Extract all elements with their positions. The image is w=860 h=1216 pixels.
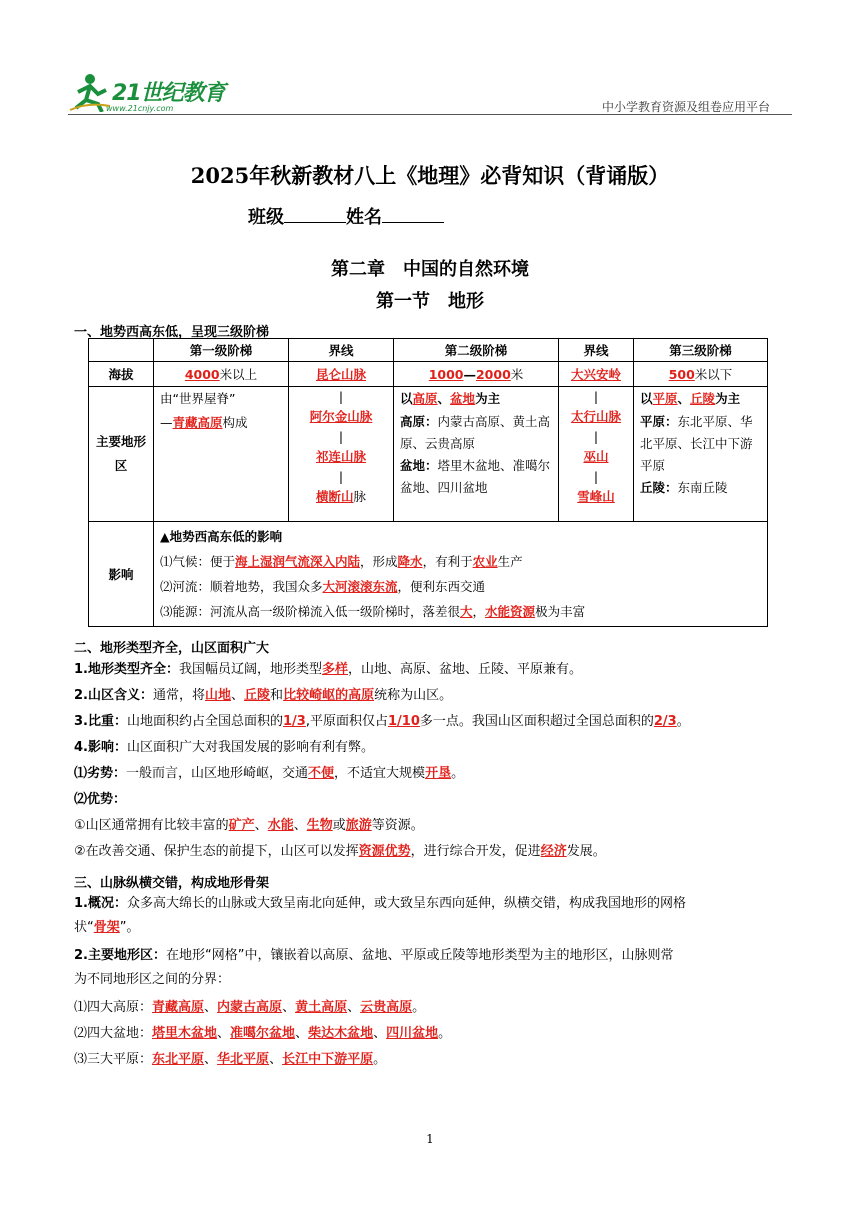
para-text: 众多高大绵长的山脉或大致呈南北向延伸，或大致呈东西向延伸，纵横交错，构成我国地形的网格 <box>126 896 686 911</box>
cell-text: ⑶能源：河流从高一级阶梯流入低一级阶梯时，落差很 <box>160 604 461 619</box>
impact-title: ▲地势西高东低的影响 <box>160 529 283 544</box>
para-text: 多一点。我国山区面积超过全国总面积的 <box>419 714 654 729</box>
chapter-title: 第二章 中国的自然环境 <box>331 259 529 280</box>
key-term: 黄土高原 <box>295 1000 348 1015</box>
terrain-steps-table <box>88 338 768 627</box>
logo-url: www.21cnjy.com <box>106 104 174 113</box>
key-term: 山地 <box>205 688 232 703</box>
para-label: 1.概况： <box>74 896 127 911</box>
para-text: ②在改善交通、保护生态的前提下，山区可以发挥 <box>74 844 359 859</box>
para-text: 。 <box>451 766 465 781</box>
para-label: 2.山区含义： <box>74 688 153 703</box>
para-text: 统称为山区。 <box>374 688 453 703</box>
para-text: ①山区通常拥有比较丰富的 <box>74 818 229 833</box>
paragraph <box>74 1021 794 1047</box>
logo-text: 21世纪教育 <box>112 81 225 106</box>
cell-line <box>160 549 761 574</box>
para-label: ⑵优势： <box>74 792 127 807</box>
cell-value: 海上湿润气流深入内陆 <box>235 554 361 569</box>
cell-value: 雪峰山 <box>577 489 615 504</box>
para-text: 、 <box>204 1052 218 1067</box>
key-term: 矿产 <box>228 818 255 833</box>
cell-value: 农业 <box>472 554 498 569</box>
cell-value: 祁连山脉 <box>315 449 366 464</box>
cell-text: 米 <box>510 367 524 382</box>
para-text: 在地形“网格”中，镶嵌着以高原、盆地、平原或丘陵等地形类型为主的地形区，山脉则常 <box>165 948 674 963</box>
divider-bar: | <box>593 389 599 404</box>
col-header: 第三级阶梯 <box>634 339 768 362</box>
cell-text: 以 <box>640 391 653 406</box>
cell-text: ⑵河流：顺着地势，我国众多 <box>160 579 323 594</box>
divider-bar: | <box>593 429 599 444</box>
table-cell <box>154 522 768 627</box>
col-header: 第一级阶梯 <box>154 339 289 362</box>
para-text: 和 <box>270 688 284 703</box>
table-cell <box>289 387 394 522</box>
cell-value: 太行山脉 <box>570 409 621 424</box>
cell-value: 阿尔金山脉 <box>309 409 373 424</box>
page-title: 2025年秋新教材八上《地理》必背知识（背诵版） <box>190 163 670 188</box>
header-divider <box>68 114 792 115</box>
cell-value: 巫山 <box>583 449 609 464</box>
divider-bar: | <box>338 469 344 484</box>
paragraph <box>74 891 794 917</box>
cell-text: ，有利于 <box>422 554 473 569</box>
cell-text: — <box>463 367 476 382</box>
key-term: 比较崎岖的高原 <box>283 688 375 703</box>
cell-line <box>160 524 761 549</box>
para-text: 、 <box>217 1026 231 1041</box>
para-label: 4.影响： <box>74 740 127 755</box>
cell-value: 昆仑山脉 <box>315 367 366 382</box>
para-text: ，山地、高原、盆地、丘陵、平原兼有。 <box>348 662 583 677</box>
key-term: 经济 <box>540 844 567 859</box>
cell-text: 极为丰富 <box>535 604 586 619</box>
paragraph <box>74 813 794 839</box>
class-name-line <box>248 203 444 229</box>
para-text: ，进行综合开发，促进 <box>410 844 541 859</box>
para-text: 、 <box>282 1000 296 1015</box>
cell-value: 盆地 <box>450 391 476 406</box>
page-header <box>68 70 792 116</box>
para-text: 。 <box>412 1000 426 1015</box>
cell-value: 大河滚滚东流 <box>322 579 398 594</box>
key-term: 旅游 <box>345 818 372 833</box>
cell-value: 高原 <box>412 391 438 406</box>
para-text: 一般而言，山区地形崎岖，交通 <box>126 766 309 781</box>
key-term: 丘陵 <box>244 688 271 703</box>
cell-text: 为主 <box>715 391 741 406</box>
key-term: 多样 <box>322 662 349 677</box>
key-term: 柴达木盆地 <box>308 1026 374 1041</box>
key-term: 不便 <box>308 766 335 781</box>
cell-value: 平原 <box>652 391 678 406</box>
cell-text: 平原： <box>640 414 678 429</box>
key-term: 东北平原 <box>152 1052 205 1067</box>
para-text: 、 <box>295 1026 309 1041</box>
cell-text: 构成 <box>222 415 248 430</box>
para-text: 山区面积广大对我国发展的影响有利有弊。 <box>126 740 374 755</box>
paragraph <box>74 995 794 1021</box>
divider-bar: | <box>593 469 599 484</box>
para-text: ,平原面积仅占 <box>305 714 388 729</box>
row-label: 主要地形区 <box>89 387 154 522</box>
para-text: 等资源。 <box>371 818 424 833</box>
logo <box>68 70 238 116</box>
section-title: 第一节 地形 <box>376 291 484 312</box>
key-term: 内蒙古高原 <box>217 1000 283 1015</box>
cell-value: 4000 <box>184 367 220 382</box>
cell-text: ， <box>472 604 486 619</box>
key-term: 生物 <box>306 818 333 833</box>
table-cell <box>394 387 559 522</box>
cell-line <box>640 411 761 477</box>
table-header-row <box>89 339 768 362</box>
para-text: ⑶三大平原： <box>74 1052 153 1067</box>
cell-text: 、 <box>437 391 451 406</box>
page-number: 1 <box>426 1132 434 1146</box>
table-cell <box>559 387 634 522</box>
para-text: 我国幅员辽阔，地形类型 <box>178 662 322 677</box>
heading-1: 一、地势西高东低，呈现三级阶梯 <box>74 325 270 340</box>
cell-text: ，便利东西交通 <box>397 579 486 594</box>
cell-value: 1000 <box>428 367 464 382</box>
cell-line <box>400 387 552 411</box>
cell-text: — <box>160 415 173 430</box>
table-cell <box>634 387 768 522</box>
para-label: 1.地形类型齐全： <box>74 662 179 677</box>
cell-text: ⑴气候：便于 <box>160 554 236 569</box>
cell-text: 为主 <box>475 391 501 406</box>
key-term: 1/10 <box>387 714 420 729</box>
para-text: ”。 <box>119 920 140 935</box>
cell-value: 丘陵 <box>690 391 716 406</box>
table-cell <box>154 362 289 387</box>
cell-text: 、 <box>677 391 691 406</box>
col-header: 界线 <box>559 339 634 362</box>
para-text: 。 <box>676 714 690 729</box>
para-text: 、 <box>373 1026 387 1041</box>
key-term: 1/3 <box>283 714 306 729</box>
para-text: 或 <box>332 818 346 833</box>
key-term: 准噶尔盆地 <box>230 1026 296 1041</box>
cell-line <box>400 455 552 499</box>
para-text: 、 <box>269 1052 283 1067</box>
col-header: 第二级阶梯 <box>394 339 559 362</box>
para-label: 2.主要地形区： <box>74 948 166 963</box>
paragraph <box>74 943 794 969</box>
cell-value: 大兴安岭 <box>570 367 621 382</box>
corner-cell <box>89 339 154 362</box>
key-term: 2/3 <box>653 714 677 729</box>
para-text: 通常，将 <box>152 688 205 703</box>
paragraph <box>74 915 794 941</box>
paragraph <box>74 1047 794 1073</box>
key-term: 长江中下游平原 <box>282 1052 374 1067</box>
para-text: 。 <box>373 1052 387 1067</box>
cell-text: 以 <box>400 391 413 406</box>
paragraph <box>74 839 794 865</box>
cell-line <box>400 411 552 455</box>
col-header: 界线 <box>289 339 394 362</box>
para-text: 、 <box>204 1000 218 1015</box>
para-text: 、 <box>347 1000 361 1015</box>
cell-text: 东南丘陵 <box>677 480 728 495</box>
key-term: 云贵高原 <box>360 1000 413 1015</box>
paragraph <box>74 761 794 787</box>
key-term: 骨架 <box>93 920 120 935</box>
cell-value: 水能资源 <box>485 604 536 619</box>
para-text: 发展。 <box>566 844 606 859</box>
paragraph <box>74 735 794 761</box>
class-label: 班级 <box>248 207 284 228</box>
key-term: 青藏高原 <box>152 1000 205 1015</box>
cell-value: 青藏高原 <box>172 415 223 430</box>
para-label: ⑴劣势： <box>74 766 127 781</box>
table-cell <box>394 362 559 387</box>
row-label: 海拔 <box>89 362 154 387</box>
para-text: ⑴四大高原： <box>74 1000 153 1015</box>
key-term: 华北平原 <box>217 1052 270 1067</box>
table-cell <box>634 362 768 387</box>
cell-line <box>160 574 761 599</box>
cell-value: 2000 <box>475 367 511 382</box>
cell-text: ，形成 <box>360 554 398 569</box>
cell-text: 米以下 <box>694 367 733 382</box>
para-text: 。 <box>438 1026 452 1041</box>
cell-text: 塔里木盆地、准噶尔盆地、四川盆地 <box>400 458 551 495</box>
paragraph <box>74 657 794 683</box>
cell-value: 大 <box>460 604 473 619</box>
para-text: 山地面积约占全国总面积的 <box>126 714 283 729</box>
divider-bar: | <box>338 429 344 444</box>
heading-2: 二、地形类型齐全，山区面积广大 <box>74 641 270 656</box>
para-text: 、 <box>254 818 268 833</box>
key-term: 开垦 <box>425 766 452 781</box>
key-term: 水能 <box>267 818 294 833</box>
cell-line <box>160 411 282 435</box>
table-cell <box>289 362 394 387</box>
paragraph <box>74 709 794 735</box>
cell-value: 500 <box>668 367 695 382</box>
cell-text: 东北平原、华北平原、长江中下游平原 <box>640 414 753 473</box>
key-term: 四川盆地 <box>386 1026 439 1041</box>
cell-text: 由“世界屋脊” <box>160 391 236 406</box>
para-text: ⑵四大盆地： <box>74 1026 153 1041</box>
para-label: 3.比重： <box>74 714 127 729</box>
cell-line <box>640 477 761 499</box>
cell-text: 脉 <box>353 489 367 504</box>
altitude-row <box>89 362 768 387</box>
para-text: 状“ <box>74 920 94 935</box>
name-blank[interactable] <box>382 204 444 223</box>
key-term: 塔里木盆地 <box>152 1026 218 1041</box>
cell-text: 生产 <box>497 554 523 569</box>
table-cell <box>559 362 634 387</box>
platform-name: 中小学教育资源及组卷应用平台 <box>601 100 770 114</box>
cell-line <box>640 387 761 411</box>
para-text: 、 <box>231 688 245 703</box>
paragraph <box>74 683 794 709</box>
table-cell <box>154 387 289 522</box>
row-label: 影响 <box>89 522 154 627</box>
cell-line <box>160 599 761 624</box>
heading-3: 三、山脉纵横交错，构成地形骨架 <box>74 876 270 891</box>
landform-row <box>89 387 768 522</box>
cell-text: 盆地： <box>400 458 438 473</box>
impact-row <box>89 522 768 627</box>
para-text: ，不适宜大规模 <box>334 766 426 781</box>
class-blank[interactable] <box>284 204 346 223</box>
cell-value: 降水 <box>397 554 423 569</box>
paragraph <box>74 787 794 813</box>
paragraph <box>74 967 794 993</box>
divider-bar: | <box>338 389 344 404</box>
cell-value: 横断山 <box>315 489 354 504</box>
cell-text: 丘陵： <box>640 480 678 495</box>
cell-line <box>160 387 282 411</box>
para-text: 为不同地形区之间的分界： <box>74 972 231 987</box>
key-term: 资源优势 <box>358 844 411 859</box>
cell-text: 米以上 <box>219 367 258 382</box>
cell-text: 高原： <box>400 414 438 429</box>
cell-text: 内蒙古高原、黄土高原、云贵高原 <box>400 414 551 451</box>
para-text: 、 <box>293 818 307 833</box>
name-label: 姓名 <box>346 207 382 228</box>
